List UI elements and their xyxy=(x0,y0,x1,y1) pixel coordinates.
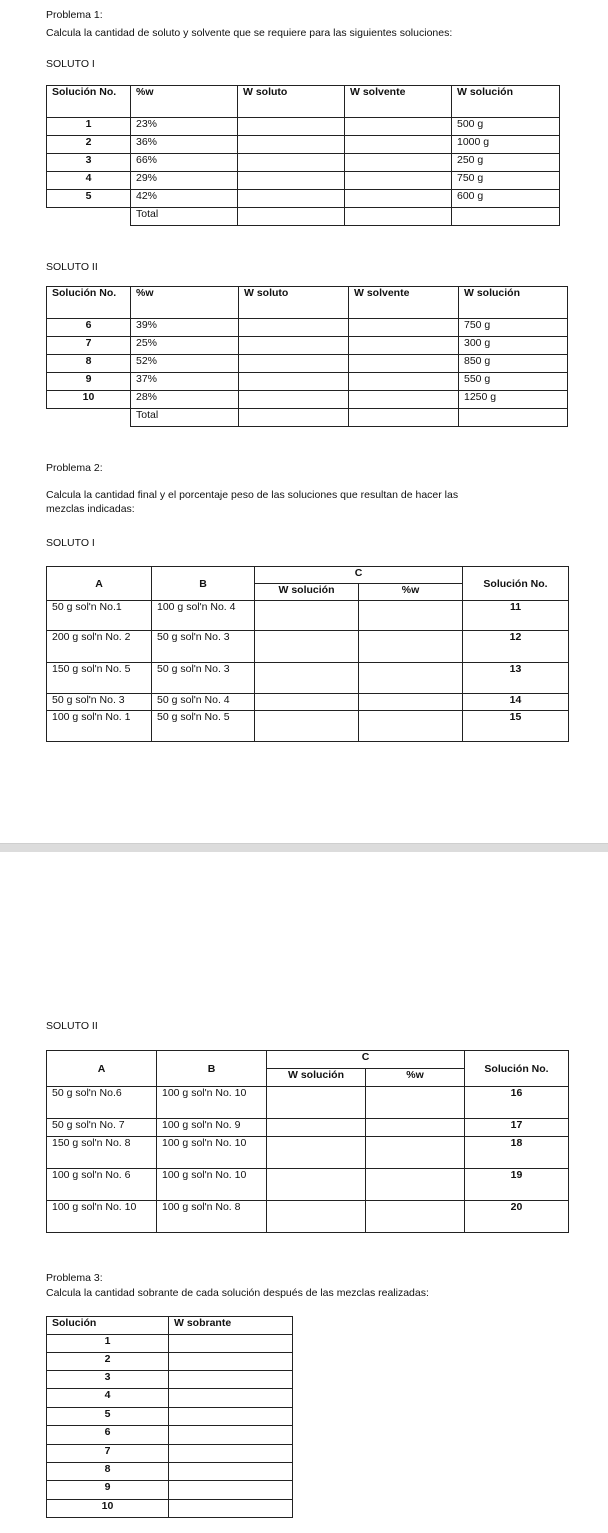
problem-1-instruction: Calcula la cantidad de soluto y solvente que se requiere para las siguientes soluciones: xyxy=(46,27,453,39)
solution-number: 3 xyxy=(47,1371,169,1389)
solution-number: 12 xyxy=(463,631,569,663)
solution-number: 3 xyxy=(47,154,131,172)
problem-1-title: Problema 1: xyxy=(46,9,103,21)
w-solvente-cell[interactable] xyxy=(345,154,452,172)
w-solucion-cell[interactable] xyxy=(267,1087,366,1119)
w-sobrante-cell[interactable] xyxy=(169,1500,293,1518)
table-row xyxy=(47,118,560,136)
page-separator xyxy=(0,843,608,852)
w-solucion-value: 500 g xyxy=(452,118,560,136)
soluto-1-label: SOLUTO I xyxy=(46,537,95,549)
w-solvente-cell[interactable] xyxy=(349,373,459,391)
mix-b: 100 g sol'n No. 9 xyxy=(157,1119,267,1137)
total-row xyxy=(47,208,560,226)
table-row xyxy=(47,1408,293,1426)
table-row xyxy=(47,172,560,190)
problem-3-title: Problema 3: xyxy=(46,1272,103,1284)
mix-a: 200 g sol'n No. 2 xyxy=(47,631,152,663)
solution-number: 18 xyxy=(465,1137,569,1169)
w-solucion-cell[interactable] xyxy=(255,694,359,711)
solution-number: 6 xyxy=(47,1426,169,1445)
header-w-solucion: W solución xyxy=(267,1069,366,1087)
total-label: Total xyxy=(131,208,238,226)
w-sobrante-cell[interactable] xyxy=(169,1389,293,1408)
w-solvente-cell[interactable] xyxy=(349,337,459,355)
header-w-solvente: W solvente xyxy=(345,86,452,118)
percent-w-cell[interactable] xyxy=(366,1137,465,1169)
w-sobrante-cell[interactable] xyxy=(169,1353,293,1371)
table-row xyxy=(47,1481,293,1500)
w-sobrante-cell[interactable] xyxy=(169,1481,293,1500)
table-row xyxy=(47,1445,293,1463)
w-soluto-cell[interactable] xyxy=(238,190,345,208)
w-solvente-cell[interactable] xyxy=(349,355,459,373)
mix-b: 100 g sol'n No. 8 xyxy=(157,1201,267,1233)
header-w-sobrante: W sobrante xyxy=(169,1317,293,1335)
table-row xyxy=(47,631,569,663)
table-row xyxy=(47,711,569,742)
table-row xyxy=(47,1389,293,1408)
mix-a: 50 g sol'n No. 3 xyxy=(47,694,152,711)
total-row xyxy=(47,409,568,427)
solution-number: 16 xyxy=(465,1087,569,1119)
percent-w-value: 52% xyxy=(131,355,239,373)
w-solucion-value: 300 g xyxy=(459,337,568,355)
mix-a: 100 g sol'n No. 1 xyxy=(47,711,152,742)
w-sobrante-cell[interactable] xyxy=(169,1426,293,1445)
w-solucion-cell[interactable] xyxy=(267,1169,366,1201)
table-header-row xyxy=(47,1317,293,1335)
p2-table-soluto-2 xyxy=(46,1050,569,1233)
table-row xyxy=(47,1169,569,1201)
mix-b: 100 g sol'n No. 4 xyxy=(152,601,255,631)
empty-cell xyxy=(47,208,131,226)
mix-a: 100 g sol'n No. 6 xyxy=(47,1169,157,1201)
table-header-row xyxy=(47,567,569,584)
solution-number: 4 xyxy=(47,172,131,190)
mix-b: 50 g sol'n No. 5 xyxy=(152,711,255,742)
w-solucion-cell[interactable] xyxy=(255,663,359,694)
header-solucion-no: Solución No. xyxy=(47,287,131,319)
w-soluto-cell[interactable] xyxy=(238,136,345,154)
table-row xyxy=(47,337,568,355)
mix-a: 50 g sol'n No.1 xyxy=(47,601,152,631)
table-header-row xyxy=(47,86,560,118)
solution-number: 9 xyxy=(47,1481,169,1500)
total-w-soluto-cell[interactable] xyxy=(238,208,345,226)
w-solvente-cell[interactable] xyxy=(349,319,459,337)
solution-number: 10 xyxy=(47,1500,169,1518)
solution-number: 7 xyxy=(47,337,131,355)
soluto-2-label: SOLUTO II xyxy=(46,1020,98,1032)
percent-w-value: 42% xyxy=(131,190,238,208)
total-w-solucion-cell[interactable] xyxy=(452,208,560,226)
percent-w-value: 28% xyxy=(131,391,239,409)
header-w-solucion: W solución xyxy=(459,287,568,319)
percent-w-cell[interactable] xyxy=(366,1201,465,1233)
w-solvente-cell[interactable] xyxy=(345,190,452,208)
percent-w-cell[interactable] xyxy=(359,694,463,711)
total-label: Total xyxy=(131,409,239,427)
p3-table-sobrante xyxy=(46,1316,293,1518)
w-sobrante-cell[interactable] xyxy=(169,1408,293,1426)
table-row xyxy=(47,1353,293,1371)
w-solucion-value: 750 g xyxy=(459,319,568,337)
percent-w-value: 29% xyxy=(131,172,238,190)
header-solucion: Solución xyxy=(47,1317,169,1335)
table-row xyxy=(47,1426,293,1445)
w-soluto-cell[interactable] xyxy=(239,337,349,355)
p2-table-soluto-1 xyxy=(46,566,569,742)
table-row xyxy=(47,373,568,391)
percent-w-cell[interactable] xyxy=(359,631,463,663)
mix-b: 100 g sol'n No. 10 xyxy=(157,1087,267,1119)
table-row xyxy=(47,391,568,409)
mix-b: 50 g sol'n No. 4 xyxy=(152,694,255,711)
header-c: C xyxy=(267,1051,465,1069)
mix-b: 50 g sol'n No. 3 xyxy=(152,663,255,694)
mix-b: 50 g sol'n No. 3 xyxy=(152,631,255,663)
w-solvente-cell[interactable] xyxy=(345,136,452,154)
problem-2-instruction-line-2: mezclas indicadas: xyxy=(46,503,135,515)
percent-w-cell[interactable] xyxy=(366,1119,465,1137)
table-row xyxy=(47,190,560,208)
mix-a: 150 g sol'n No. 5 xyxy=(47,663,152,694)
w-solucion-value: 250 g xyxy=(452,154,560,172)
w-solucion-value: 850 g xyxy=(459,355,568,373)
problem-2-instruction-line-1: Calcula la cantidad final y el porcentaje peso de las soluciones que resultan de hacer las xyxy=(46,489,459,501)
table-row xyxy=(47,1119,569,1137)
table-row xyxy=(47,694,569,711)
percent-w-cell[interactable] xyxy=(359,711,463,742)
w-soluto-cell[interactable] xyxy=(239,355,349,373)
total-w-solvente-cell[interactable] xyxy=(345,208,452,226)
mix-b: 100 g sol'n No. 10 xyxy=(157,1169,267,1201)
table-row xyxy=(47,601,569,631)
header-solucion-no: Solución No. xyxy=(47,86,131,118)
table-header-row xyxy=(47,287,568,319)
empty-cell xyxy=(47,409,131,427)
w-solucion-value: 750 g xyxy=(452,172,560,190)
w-solucion-cell[interactable] xyxy=(255,711,359,742)
solution-number: 2 xyxy=(47,136,131,154)
w-solucion-value: 550 g xyxy=(459,373,568,391)
table-row xyxy=(47,319,568,337)
header-a: A xyxy=(47,567,152,601)
table-row xyxy=(47,1463,293,1481)
header-percent-w: %w xyxy=(131,86,238,118)
table-row xyxy=(47,136,560,154)
w-solucion-value: 1000 g xyxy=(452,136,560,154)
header-w-soluto: W soluto xyxy=(238,86,345,118)
total-w-solucion-cell[interactable] xyxy=(459,409,568,427)
header-b: B xyxy=(152,567,255,601)
header-w-solucion: W solución xyxy=(255,584,359,601)
solution-number: 20 xyxy=(465,1201,569,1233)
mix-a: 150 g sol'n No. 8 xyxy=(47,1137,157,1169)
solution-number: 5 xyxy=(47,190,131,208)
w-sobrante-cell[interactable] xyxy=(169,1371,293,1389)
header-percent-w: %w xyxy=(366,1069,465,1087)
solution-number: 7 xyxy=(47,1445,169,1463)
percent-w-cell[interactable] xyxy=(366,1087,465,1119)
header-solucion-no: Solución No. xyxy=(463,567,569,601)
w-sobrante-cell[interactable] xyxy=(169,1445,293,1463)
table-row xyxy=(47,1137,569,1169)
problem-2-title: Problema 2: xyxy=(46,462,103,474)
p1-table-soluto-1 xyxy=(46,85,560,226)
w-soluto-cell[interactable] xyxy=(238,118,345,136)
table-row xyxy=(47,1201,569,1233)
mix-a: 50 g sol'n No. 7 xyxy=(47,1119,157,1137)
problem-3-instruction: Calcula la cantidad sobrante de cada solución después de las mezclas realizadas: xyxy=(46,1287,429,1299)
header-w-soluto: W soluto xyxy=(239,287,349,319)
percent-w-cell[interactable] xyxy=(359,663,463,694)
header-percent-w: %w xyxy=(131,287,239,319)
w-solvente-cell[interactable] xyxy=(345,118,452,136)
table-row xyxy=(47,1087,569,1119)
w-soluto-cell[interactable] xyxy=(239,373,349,391)
percent-w-value: 25% xyxy=(131,337,239,355)
w-solucion-value: 600 g xyxy=(452,190,560,208)
mix-a: 50 g sol'n No.6 xyxy=(47,1087,157,1119)
solution-number: 1 xyxy=(47,1335,169,1353)
percent-w-cell[interactable] xyxy=(359,601,463,631)
solution-number: 6 xyxy=(47,319,131,337)
table-row xyxy=(47,1335,293,1353)
w-solucion-cell[interactable] xyxy=(267,1119,366,1137)
solution-number: 5 xyxy=(47,1408,169,1426)
total-w-soluto-cell[interactable] xyxy=(239,409,349,427)
w-soluto-cell[interactable] xyxy=(238,154,345,172)
w-solvente-cell[interactable] xyxy=(345,172,452,190)
w-soluto-cell[interactable] xyxy=(239,319,349,337)
header-c: C xyxy=(255,567,463,584)
header-percent-w: %w xyxy=(359,584,463,601)
percent-w-value: 23% xyxy=(131,118,238,136)
p1-table-soluto-2 xyxy=(46,286,568,427)
solution-number: 4 xyxy=(47,1389,169,1408)
w-soluto-cell[interactable] xyxy=(238,172,345,190)
mix-a: 100 g sol'n No. 10 xyxy=(47,1201,157,1233)
percent-w-value: 66% xyxy=(131,154,238,172)
table-row xyxy=(47,355,568,373)
soluto-1-label: SOLUTO I xyxy=(46,58,95,70)
solution-number: 2 xyxy=(47,1353,169,1371)
w-solucion-cell[interactable] xyxy=(267,1201,366,1233)
table-row xyxy=(47,154,560,172)
w-solucion-cell[interactable] xyxy=(255,631,359,663)
percent-w-value: 37% xyxy=(131,373,239,391)
header-w-solvente: W solvente xyxy=(349,287,459,319)
table-row xyxy=(47,1500,293,1518)
solution-number: 13 xyxy=(463,663,569,694)
w-sobrante-cell[interactable] xyxy=(169,1463,293,1481)
header-solucion-no: Solución No. xyxy=(465,1051,569,1087)
solution-number: 11 xyxy=(463,601,569,631)
mix-b: 100 g sol'n No. 10 xyxy=(157,1137,267,1169)
percent-w-value: 39% xyxy=(131,319,239,337)
solution-number: 8 xyxy=(47,355,131,373)
table-row xyxy=(47,1371,293,1389)
table-header-row xyxy=(47,1051,569,1069)
w-solucion-cell[interactable] xyxy=(267,1137,366,1169)
header-w-solucion: W solución xyxy=(452,86,560,118)
solution-number: 14 xyxy=(463,694,569,711)
solution-number: 15 xyxy=(463,711,569,742)
solution-number: 8 xyxy=(47,1463,169,1481)
w-solucion-cell[interactable] xyxy=(255,601,359,631)
soluto-2-label: SOLUTO II xyxy=(46,261,98,273)
total-w-solvente-cell[interactable] xyxy=(349,409,459,427)
percent-w-cell[interactable] xyxy=(366,1169,465,1201)
solution-number: 9 xyxy=(47,373,131,391)
header-b: B xyxy=(157,1051,267,1087)
header-a: A xyxy=(47,1051,157,1087)
w-solucion-value: 1250 g xyxy=(459,391,568,409)
solution-number: 1 xyxy=(47,118,131,136)
w-sobrante-cell[interactable] xyxy=(169,1335,293,1353)
solution-number: 10 xyxy=(47,391,131,409)
w-solvente-cell[interactable] xyxy=(349,391,459,409)
table-row xyxy=(47,663,569,694)
solution-number: 19 xyxy=(465,1169,569,1201)
percent-w-value: 36% xyxy=(131,136,238,154)
w-soluto-cell[interactable] xyxy=(239,391,349,409)
solution-number: 17 xyxy=(465,1119,569,1137)
